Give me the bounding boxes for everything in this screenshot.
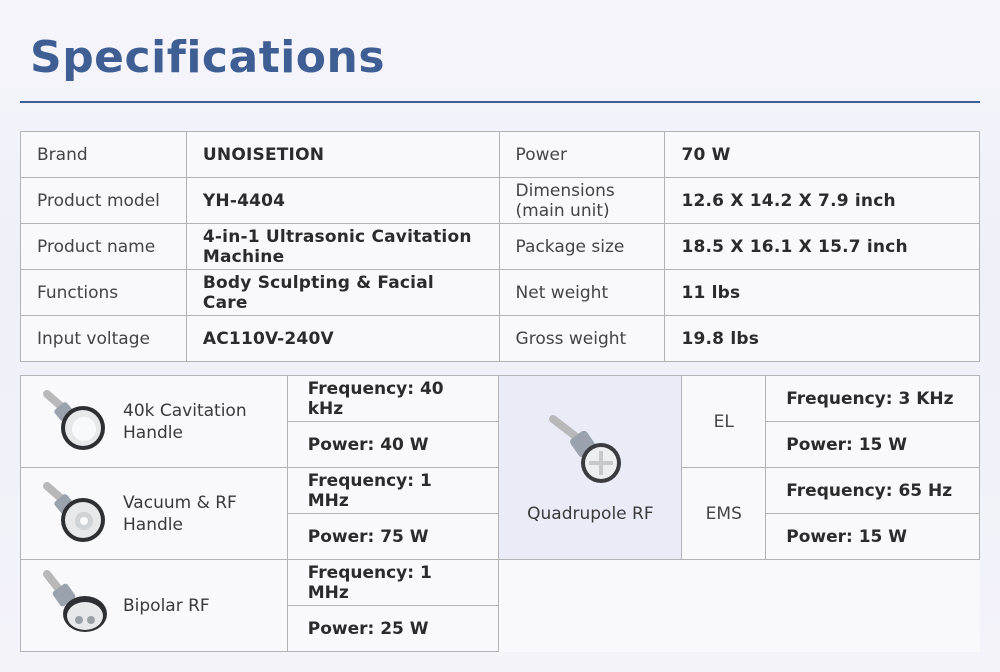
quadrupole-handle-cell: [499, 376, 682, 560]
handle-name: Vacuum & RF Handle: [123, 492, 237, 535]
table-row: [21, 270, 980, 316]
title-divider: [20, 101, 980, 103]
table-row: [21, 224, 980, 270]
vacuum-handle-cell: [21, 468, 288, 560]
cavitation-handle-icon: [41, 386, 113, 458]
spec-value: YH-4404: [186, 178, 499, 224]
handle-name: Bipolar RF: [123, 595, 210, 616]
bipolar-rf-handle-icon: [41, 570, 113, 642]
page-title: Specifications: [30, 32, 386, 83]
table-row: [21, 376, 980, 422]
spec-key: Power: [499, 132, 665, 178]
spec-value: 18.5 X 16.1 X 15.7 inch: [665, 224, 980, 270]
spec-key: Product model: [21, 178, 187, 224]
handle-frequency: Frequency: 65 Hz: [766, 468, 980, 514]
handle-frequency: Frequency: 1 MHz: [287, 560, 499, 606]
table-row: [21, 560, 980, 606]
handle-power: Power: 15 W: [766, 514, 980, 560]
spec-key: Dimensions (main unit): [499, 178, 665, 224]
mode-label-el: EL: [682, 376, 766, 468]
spec-value: 70 W: [665, 132, 980, 178]
bipolar-handle-cell: [21, 560, 288, 652]
handle-power: Power: 25 W: [287, 606, 499, 652]
handle-power: Power: 40 W: [287, 422, 499, 468]
cavitation-handle-cell: [21, 376, 288, 468]
mode-label-ems: EMS: [682, 468, 766, 560]
vacuum-rf-handle-icon: [41, 478, 113, 550]
spec-value: 4-in-1 Ultrasonic Cavitation Machine: [186, 224, 499, 270]
spec-key: Input voltage: [21, 316, 187, 362]
table-row: [21, 316, 980, 362]
handle-name: 40k Cavitation Handle: [123, 400, 247, 443]
quadrupole-rf-handle-icon: [545, 411, 635, 491]
spec-key: Brand: [21, 132, 187, 178]
spec-key: Gross weight: [499, 316, 665, 362]
handles-table: [20, 375, 980, 652]
spec-value: 19.8 lbs: [665, 316, 980, 362]
spec-value: 11 lbs: [665, 270, 980, 316]
spec-key: Net weight: [499, 270, 665, 316]
handle-frequency: Frequency: 1 MHz: [287, 468, 499, 514]
spec-key: Functions: [21, 270, 187, 316]
handle-name: Quadrupole RF: [527, 504, 654, 524]
table-row: [21, 178, 980, 224]
spec-table: [20, 131, 980, 362]
spec-key: Package size: [499, 224, 665, 270]
spec-value: UNOISETION: [186, 132, 499, 178]
table-row: [21, 132, 980, 178]
handle-frequency: Frequency: 3 KHz: [766, 376, 980, 422]
spec-value: AC110V-240V: [186, 316, 499, 362]
spec-value: 12.6 X 14.2 X 7.9 inch: [665, 178, 980, 224]
handle-frequency: Frequency: 40 kHz: [287, 376, 499, 422]
handle-power: Power: 75 W: [287, 514, 499, 560]
empty-cell: [499, 560, 980, 652]
spec-value: Body Sculpting & Facial Care: [186, 270, 499, 316]
handle-power: Power: 15 W: [766, 422, 980, 468]
spec-key: Product name: [21, 224, 187, 270]
